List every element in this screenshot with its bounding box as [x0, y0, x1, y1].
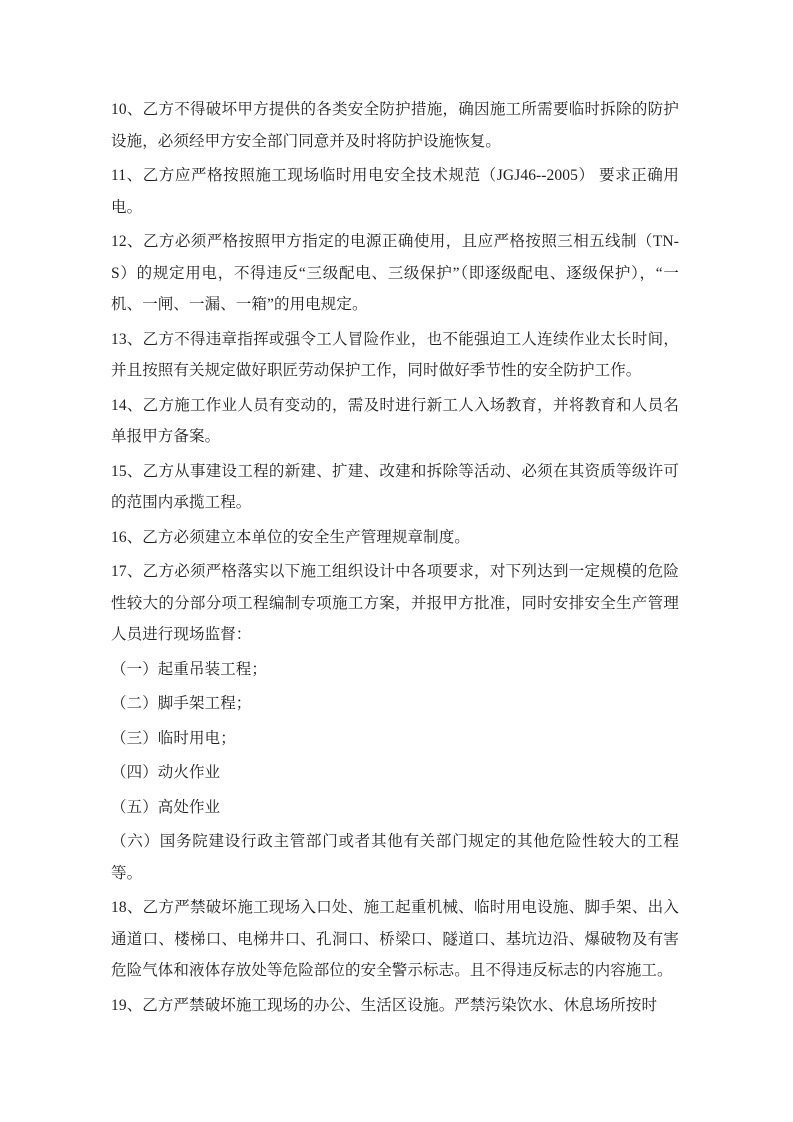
list-item-2: （二）脚手架工程； [111, 695, 252, 712]
list-item-5: （五）高处作业 [111, 798, 221, 816]
list-item-6: （六）国务院建设行政主管部门或者其他有关部门规定的其他危险性较大的工程等。 [111, 833, 679, 882]
clause-12: 12、乙方必须严格按照甲方指定的电源正确使用，且应严格按照三相五线制（TN-S）的规定用电，不得违反“三级配电、三级保护”（即逐级配电、逐级保护），“一机、一闸、一漏、一箱”的用电规定。 [111, 233, 679, 313]
list-item-3: （三）临时用电； [111, 729, 236, 747]
clause-10: 10、乙方不得破坏甲方提供的各类安全防护措施，确因施工所需要临时拆除的防护设施，必须经甲方安全部门同意并及时将防护设施恢复。 [111, 101, 679, 150]
list-item-1: （一）起重吊装工程； [111, 660, 268, 678]
clause-13: 13、乙方不得违章指挥或强令工人冒险作业，也不能强迫工人连续作业太长时间，并且按照有关规定做好职匠劳动保护工作，同时做好季节性的安全防护工作。 [111, 330, 679, 379]
clause-16: 16、乙方必须建立本单位的安全生产管理规章制度。 [111, 528, 470, 546]
clause-15: 15、乙方从事建设工程的新建、扩建、改建和拆除等活动、必须在其资质等级许可的范围内承揽工程。 [111, 462, 679, 511]
list-item-4: （四）动火作业 [111, 764, 221, 781]
document-body [111, 94, 679, 1021]
clause-18: 18、乙方严禁破坏施工现场入口处、施工起重机械、临时用电设施、脚手架、出入通道口、楼梯口、电梯井口、孔洞口、桥梁口、隧道口、基坑边沿、爆破物及有害危险气体和液体存放处等危险部位的安全警示标志。且不得违反标志的内容施工。 [111, 899, 679, 979]
clause-17: 17、乙方必须严格落实以下施工组织设计中各项要求，对下列达到一定规模的危险性较大的分部分项工程编制专项施工方案，并报甲方批准，同时安排安全生产管理人员进行现场监督： [111, 563, 679, 643]
clause-11: 11、乙方应严格按照施工现场临时用电安全技术规范（JGJ46--2005） 要求正确用电。 [111, 167, 679, 216]
clause-14: 14、乙方施工作业人员有变动的，需及时进行新工人入场教育，并将教育和人员名单报甲方备案。 [111, 396, 679, 445]
clause-19: 19、乙方严禁破坏施工现场的办公、生活区设施。严禁污染饮水、休息场所按时 [111, 996, 658, 1014]
